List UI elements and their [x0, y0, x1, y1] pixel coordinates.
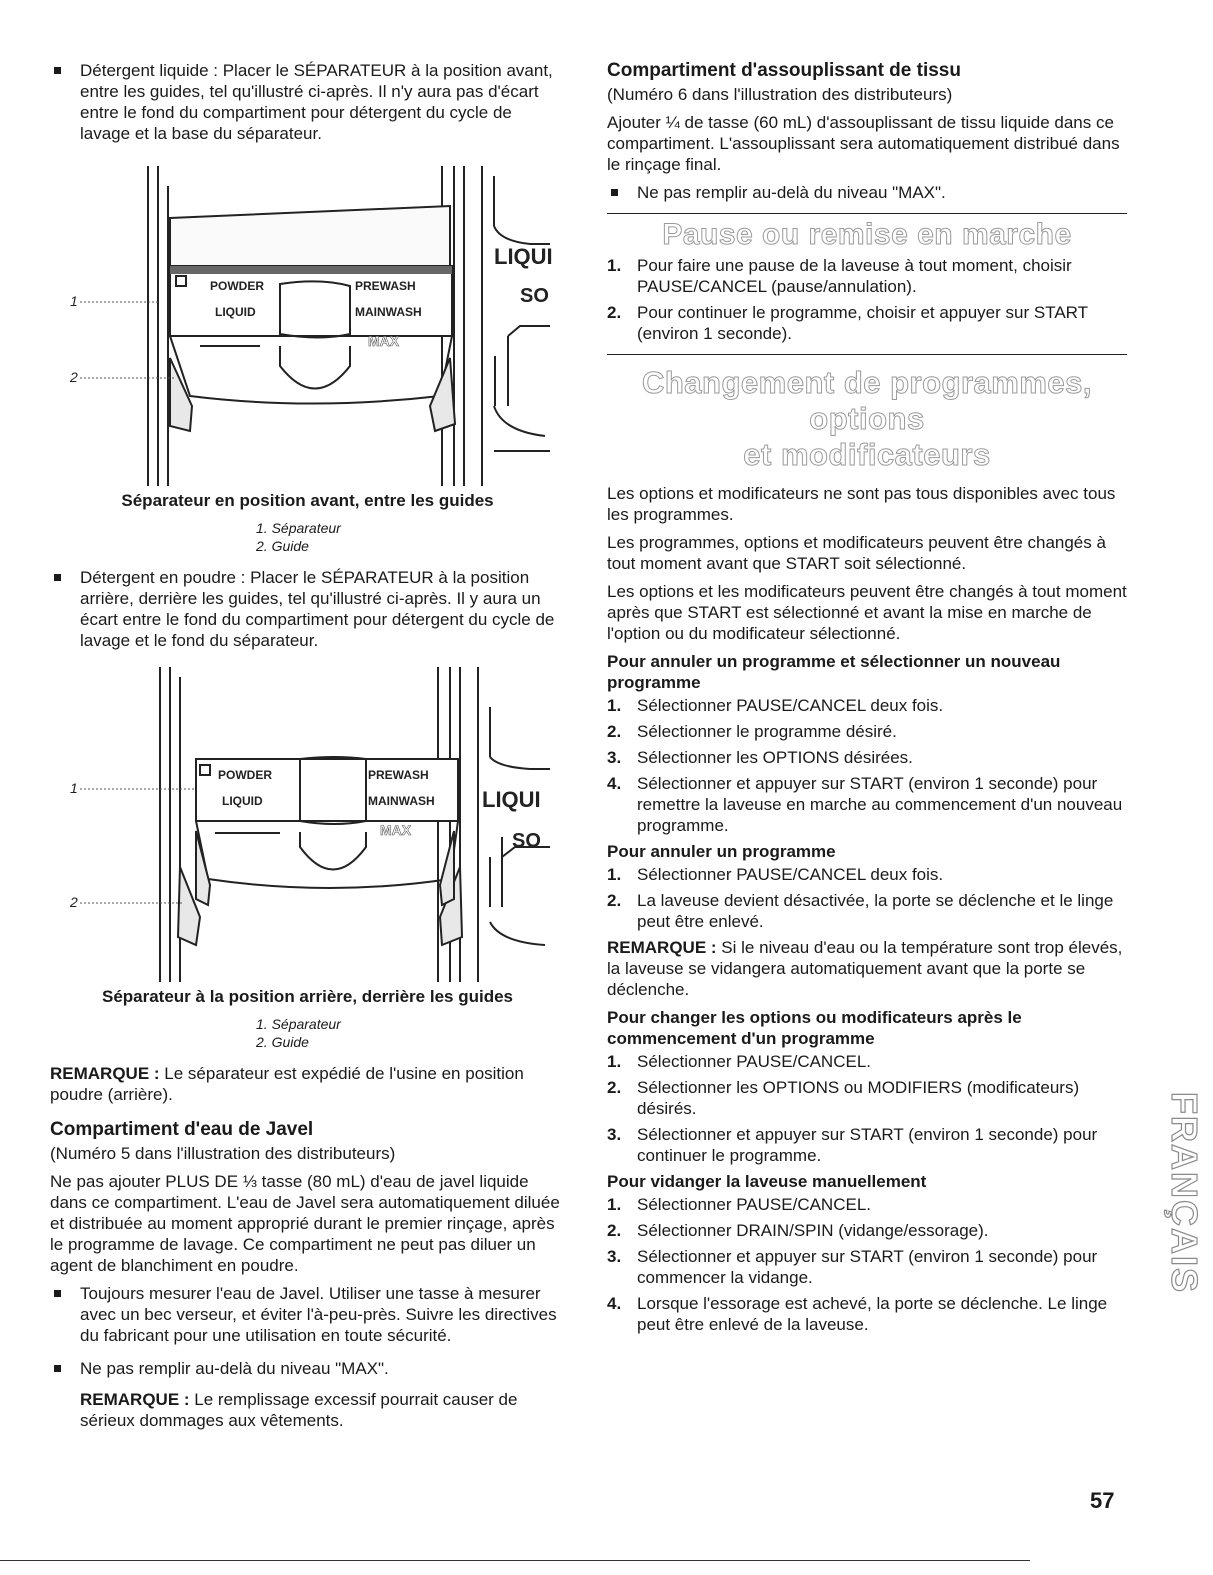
manual-drain-heading: Pour vidanger la laveuse manuellement — [607, 1172, 927, 1191]
list-item: 1. Sélectionner PAUSE/CANCEL. — [607, 1052, 872, 1071]
remark-label: REMARQUE : — [607, 938, 717, 957]
remark-drain — [607, 937, 1127, 1000]
bleach-bullet-measure: Toujours mesurer l'eau de Javel. Utiliser une tasse à mesurer avec un bec verseur, et éviter l'à-peu-près. Suivre les directives du fabricant pour une utilisation en toute sécurité. — [50, 1283, 565, 1346]
so-label: SO — [512, 830, 541, 852]
remark-text: Le remplissage excessif pourrait causer de sérieux dommages aux vêtements. — [80, 1390, 518, 1430]
so-label: SO — [520, 285, 549, 307]
language-side-tab — [1148, 1082, 1210, 1344]
powder-detergent-bullet: Détergent en poudre : Placer le SÉPARATEUR à la position arrière, derrière les guides, tel qu'illustré ci-après. Il y aura un écart entre le fond du compartiment pour détergent du cycle de lavage et le fond du séparateur. — [50, 567, 565, 651]
right-column — [607, 60, 1127, 1340]
bleach-paragraph: Ne pas ajouter PLUS DE ⅓ tasse (80 mL) d'eau de javel liquide dans ce compartiment. L'eau de Javel sera automatiquement diluée et distribuée au moment approprié durant le premier rinçage, après le programme de lavage. Ce compartiment ne peut pas diluer un agent de blanchiment en poudre. — [50, 1172, 560, 1275]
softener-subheading: (Numéro 6 dans l'illustration des distributeurs) — [607, 85, 953, 104]
softener-paragraph: Ajouter ¼ de tasse (60 mL) d'assouplissant de tissu liquide dans ce compartiment. L'assouplissant sera automatiquement distribué dans le rinçage final. — [607, 113, 1120, 174]
left-column — [50, 60, 565, 1438]
softener-heading: Compartiment d'assouplissant de tissu — [607, 60, 961, 81]
list-item: 2. Sélectionner le programme désiré. — [607, 722, 897, 741]
cancel-new-heading: Pour annuler un programme et sélectionner un nouveau programme — [607, 652, 1061, 692]
dispenser-figure-rear — [50, 667, 565, 982]
liquid-detergent-bullet: Détergent liquide : Placer le SÉPARATEUR à la position avant, entre les guides, tel qu'illustré ci-après. Il n'y aura pas d'écart entre le fond du compartiment pour détergent du cycle de lavage et la base du séparateur. — [50, 60, 565, 144]
callout-2: 2 — [70, 369, 78, 385]
manual-drain-steps — [607, 1194, 1127, 1335]
bottom-rule — [0, 1560, 1030, 1561]
dispenser-figure-front — [50, 166, 565, 486]
prewash-label: PREWASH — [368, 768, 429, 782]
page-number: 57 — [1090, 1488, 1115, 1513]
change-options-steps — [607, 1051, 1127, 1166]
language-tab-graphic — [1148, 1082, 1210, 1344]
section-divider — [607, 213, 1127, 214]
list-item: 2. Sélectionner DRAIN/SPIN (vidange/essorage). — [607, 1221, 989, 1240]
remark-separator — [50, 1063, 565, 1105]
figure1-caption: Séparateur en position avant, entre les guides — [121, 491, 494, 510]
dispenser-illustration-front — [50, 166, 565, 486]
list-item: 1. Sélectionner PAUSE/CANCEL. — [607, 1195, 872, 1214]
bleach-subheading: (Numéro 5 dans l'illustration des distributeurs) — [50, 1144, 396, 1163]
liquid-label: LIQUID — [222, 794, 263, 808]
bleach-bullet-max: Ne pas remplir au-delà du niveau "MAX". — [50, 1358, 565, 1379]
callout-2: 2 — [70, 894, 78, 910]
callout-1: 1 — [70, 293, 78, 309]
cancel-heading: Pour annuler un programme — [607, 842, 836, 861]
list-item: 2. Pour continuer le programme, choisir et appuyer sur START (environ 1 seconde). — [607, 303, 1088, 343]
list-item: 4. Sélectionner et appuyer sur START (environ 1 seconde) pour remettre la laveuse en marche au commencement d'un nouveau programme. — [607, 774, 1123, 835]
pause-section-title: Pause ou remise en marche — [662, 218, 1072, 251]
section-divider — [607, 354, 1127, 355]
remark-text: Le séparateur est expédié de l'usine en position poudre (arrière). — [50, 1064, 524, 1104]
prewash-label: PREWASH — [355, 279, 416, 293]
change-paragraph: Les programmes, options et modificateurs peuvent être changés à tout moment avant que START soit sélectionné. — [607, 533, 1106, 573]
legend-item: 1. Séparateur — [256, 1016, 341, 1032]
legend-item: 2. Guide — [256, 1034, 309, 1050]
max-label: MAX — [368, 333, 400, 349]
change-section-title: Changement de programmes, options et modificateurs — [641, 365, 1093, 472]
change-paragraph: Les options et modificateurs ne sont pas tous disponibles avec tous les programmes. — [607, 484, 1116, 524]
cancel-new-steps — [607, 695, 1127, 836]
list-item: 1. Sélectionner PAUSE/CANCEL deux fois. — [607, 696, 944, 715]
list-item: 3. Sélectionner et appuyer sur START (environ 1 seconde) pour commencer la vidange. — [607, 1247, 1098, 1287]
max-label: MAX — [380, 822, 412, 838]
callout-1: 1 — [70, 780, 78, 796]
bleach-heading: Compartiment d'eau de Javel — [50, 1119, 314, 1140]
figure1-legend — [50, 519, 565, 555]
list-item: 1. Sélectionner PAUSE/CANCEL deux fois. — [607, 865, 944, 884]
remark-overfill — [50, 1389, 565, 1431]
list-item: 2. Sélectionner les OPTIONS ou MODIFIERS (modificateurs) désirés. — [607, 1078, 1080, 1118]
figure2-caption: Séparateur à la position arrière, derrière les guides — [101, 987, 513, 1006]
list-item: 4. Lorsque l'essorage est achevé, la porte se déclenche. Le linge peut être enlevé de la laveuse. — [607, 1294, 1108, 1334]
legend-item: 2. Guide — [256, 538, 309, 554]
list-item: 3. Sélectionner les OPTIONS désirées. — [607, 748, 913, 767]
figure2-legend — [50, 1015, 565, 1051]
powder-label: POWDER — [218, 768, 272, 782]
change-options-heading: Pour changer les options ou modificateurs après le commencement d'un programme — [607, 1008, 1022, 1048]
change-paragraph: Les options et les modificateurs peuvent être changés à tout moment après que START est sélectionné et avant la mise en marche de l'option ou du modificateur sélectionné. — [607, 582, 1127, 643]
legend-item: 1. Séparateur — [256, 520, 341, 536]
liquid-label: LIQUID — [215, 305, 256, 319]
dispenser-illustration-rear — [50, 667, 565, 982]
list-item: 2. La laveuse devient désactivée, la porte se déclenche et le linge peut être enlevé. — [607, 891, 1114, 931]
language-tab-label: FRANÇAIS — [1164, 1092, 1205, 1294]
list-item: 1. Pour faire une pause de la laveuse à tout moment, choisir PAUSE/CANCEL (pause/annulation). — [607, 256, 1072, 296]
mainwash-label: MAINWASH — [355, 305, 422, 319]
list-item: 3. Sélectionner et appuyer sur START (environ 1 seconde) pour continuer le programme. — [607, 1125, 1098, 1165]
remark-label: REMARQUE : — [50, 1064, 160, 1083]
powder-label: POWDER — [210, 279, 264, 293]
remark-text: Si le niveau d'eau ou la température sont trop élevés, la laveuse se vidangera automatiquement avant que la porte se déclenche. — [607, 938, 1123, 999]
softener-bullet: Ne pas remplir au-delà du niveau "MAX". — [607, 182, 1127, 203]
cancel-steps — [607, 864, 1127, 932]
liqui-label: LIQUI — [494, 244, 553, 269]
mainwash-label: MAINWASH — [368, 794, 435, 808]
pause-steps — [607, 255, 1127, 344]
liqui-label: LIQUI — [482, 787, 541, 812]
remark-label: REMARQUE : — [80, 1390, 190, 1409]
